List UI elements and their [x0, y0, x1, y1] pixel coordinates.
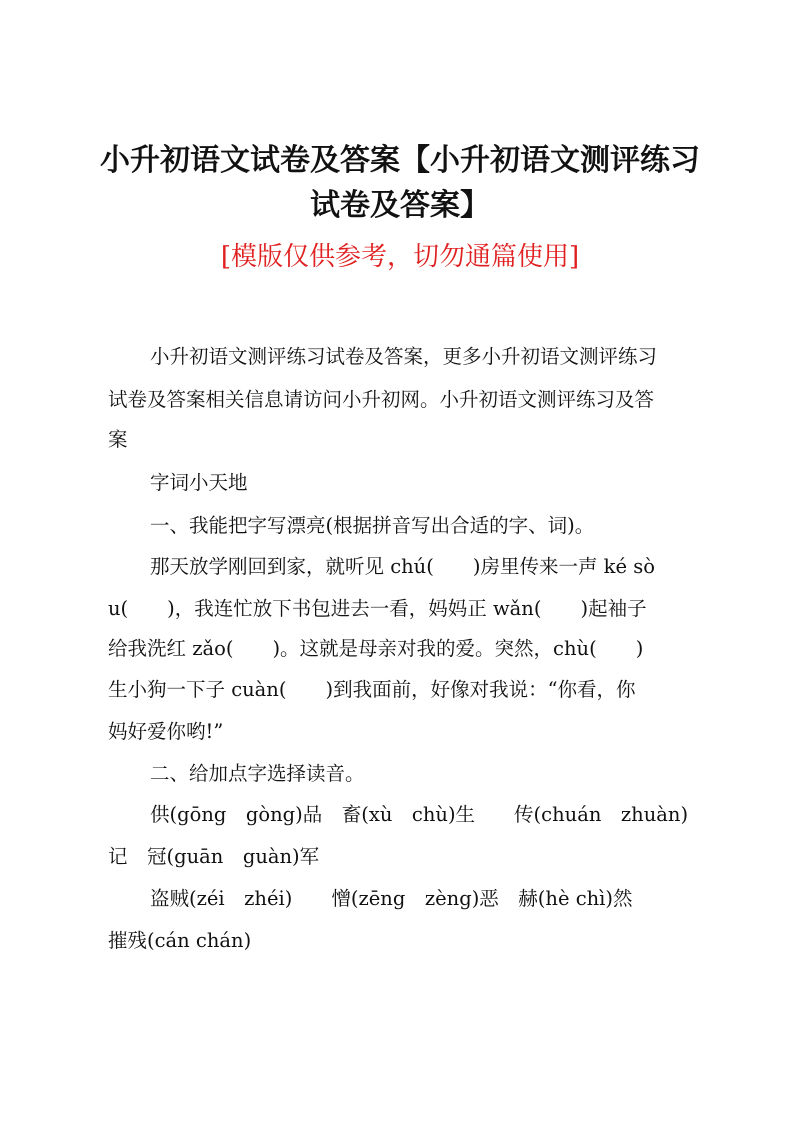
section-heading: 字词小天地 — [150, 471, 248, 494]
intro-line-2: 试卷及答案相关信息请访问小升初网。小升初语文测评练习及答 — [108, 388, 655, 411]
template-notice: [模版仅供参考，切勿通篇使用] — [220, 242, 580, 272]
question1-line-1: 那天放学刚回到家，就听见 chú( )房里传来一声 ké sò — [150, 555, 655, 578]
intro-line-1: 小升初语文测评练习试卷及答案，更多小升初语文测评练习 — [150, 345, 658, 368]
question1-line-2: u( )，我连忙放下书包进去一看，妈妈正 wǎn( )起袖子 — [108, 597, 647, 620]
intro-line-3: 案 — [108, 428, 128, 451]
question1-line-5: 妈好爱你哟!” — [108, 720, 224, 743]
question1-line-3: 给我洗红 zǎo( )。这就是母亲对我的爱。突然，chù( ) — [108, 637, 644, 660]
question1-heading: 一、我能把字写漂亮(根据拼音写出合适的字、词)。 — [150, 514, 595, 537]
question2-line-1: 供(gōng gòng)品 畜(xù chù)生 传(chuán zhuàn) — [150, 803, 689, 826]
document-title-line1: 小升初语文试卷及答案【小升初语文测评练习 — [100, 143, 700, 178]
question2-line-2: 记 冠(guān guàn)军 — [108, 845, 320, 868]
question2-heading: 二、给加点字选择读音。 — [150, 762, 365, 785]
question2-line-3: 盗贼(zéi zhéi) 憎(zēng zèng)恶 赫(hè chì)然 — [150, 887, 633, 910]
question2-line-4: 摧残(cán chán) — [108, 929, 252, 952]
question1-line-4: 生小狗一下子 cuàn( )到我面前，好像对我说：“你看，你 — [108, 678, 636, 701]
document-title-line2: 试卷及答案】 — [310, 188, 490, 223]
